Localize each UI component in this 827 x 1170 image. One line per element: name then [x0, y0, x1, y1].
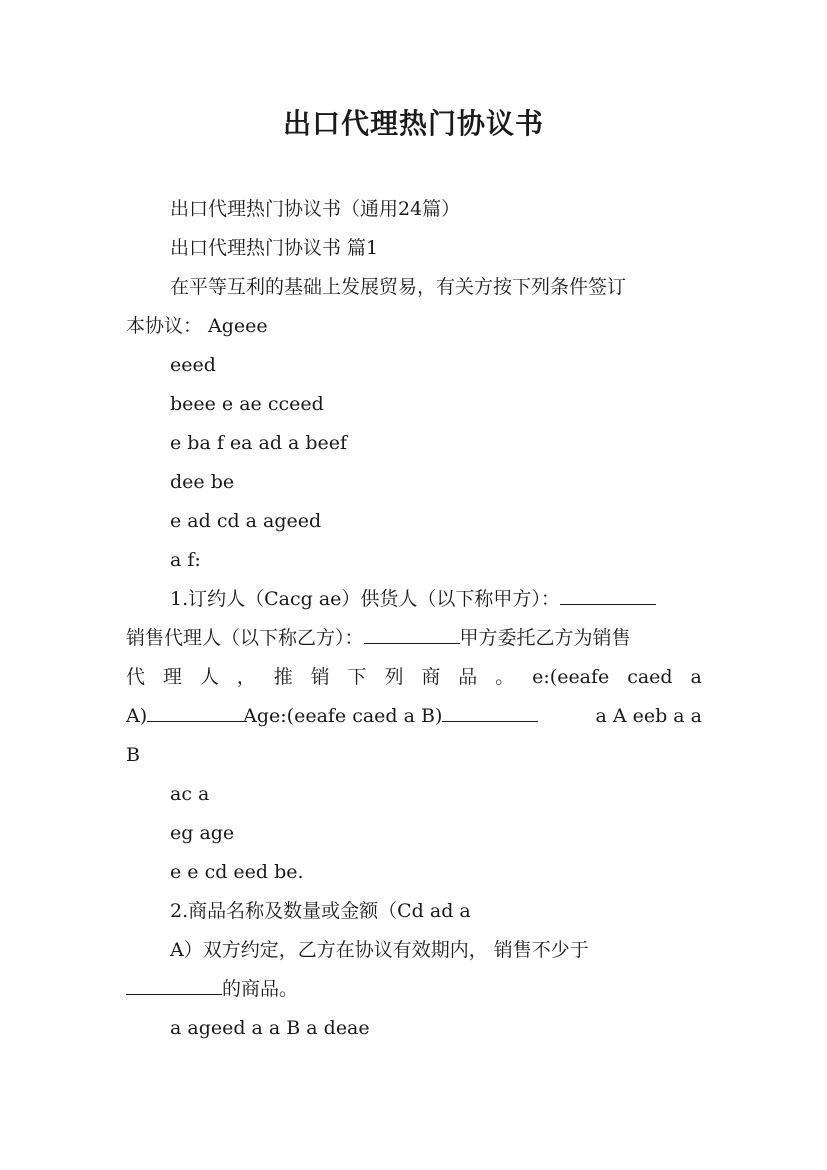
clause-text: A) [126, 705, 148, 727]
paragraph-line: eeed [170, 354, 216, 376]
paragraph-line [126, 580, 702, 619]
justified-token: 下 [347, 666, 367, 688]
justified-token: 人 [199, 666, 219, 688]
blank-underline [560, 580, 656, 605]
justified-token: e:(eeafe [532, 666, 610, 688]
justified-token: a [690, 666, 702, 688]
justified-line [126, 658, 702, 697]
paragraph-line: 出口代理热门协议书 篇1 [170, 237, 379, 259]
clause-text: 甲方委托乙方为销售 [459, 627, 631, 649]
paragraph-line: 本协议： Ageee [126, 315, 268, 337]
justified-token: 理 [162, 666, 182, 688]
paragraph-line: beee e ae cceed [170, 393, 324, 415]
paragraph-line: a ageed a a B a deae [170, 1017, 370, 1039]
paragraph-line: eg age [170, 822, 235, 844]
justified-token: 列 [384, 666, 404, 688]
paragraph-line: A）双方约定，乙方在协议有效期内， 销售不少于 [170, 939, 589, 961]
justified-token: 商 [421, 666, 441, 688]
clause-text: Age:(eeafe caed a B) [243, 705, 443, 727]
justified-token: caed [627, 666, 673, 688]
clause-text: 销售代理人（以下称乙方）： [126, 627, 364, 649]
paragraph-line: e e cd eed be. [170, 861, 304, 883]
blank-underline [126, 970, 222, 995]
paragraph-line: e ad cd a ageed [170, 510, 322, 532]
justified-token: 。 [495, 666, 515, 688]
justified-token: 销 [310, 666, 330, 688]
paragraph-line: dee be [170, 471, 235, 493]
blank-underline [442, 697, 538, 722]
justified-token: 代 [126, 666, 146, 688]
paragraph-line: e ba f ea ad a beef [170, 432, 348, 454]
clause-text: 的商品。 [222, 978, 299, 1000]
paragraph-line [126, 970, 702, 1009]
justified-token: ， [236, 666, 256, 688]
paragraph-line: 在平等互利的基础上发展贸易，有关方按下列条件签订 [170, 276, 627, 298]
paragraph-line [126, 697, 702, 736]
justified-token: 推 [273, 666, 293, 688]
clause-text: 1.订约人（Cacg ae）供货人（以下称甲方）： [170, 588, 560, 610]
paragraph-line: 2.商品名称及数量或金额（Cd ad a [170, 900, 471, 922]
justified-token: 品 [458, 666, 478, 688]
paragraph-line: a f: [170, 549, 201, 571]
document-body [126, 190, 702, 1048]
paragraph-line [126, 619, 702, 658]
blank-underline [147, 697, 243, 722]
clause-text: a A eeb a a [595, 705, 702, 727]
paragraph-line: ac a [170, 783, 210, 805]
paragraph-line: B [126, 744, 140, 766]
blank-underline [364, 619, 460, 644]
document-title: 出口代理热门协议书 [282, 107, 544, 140]
paragraph-line: 出口代理热门协议书（通用24篇） [170, 198, 461, 220]
